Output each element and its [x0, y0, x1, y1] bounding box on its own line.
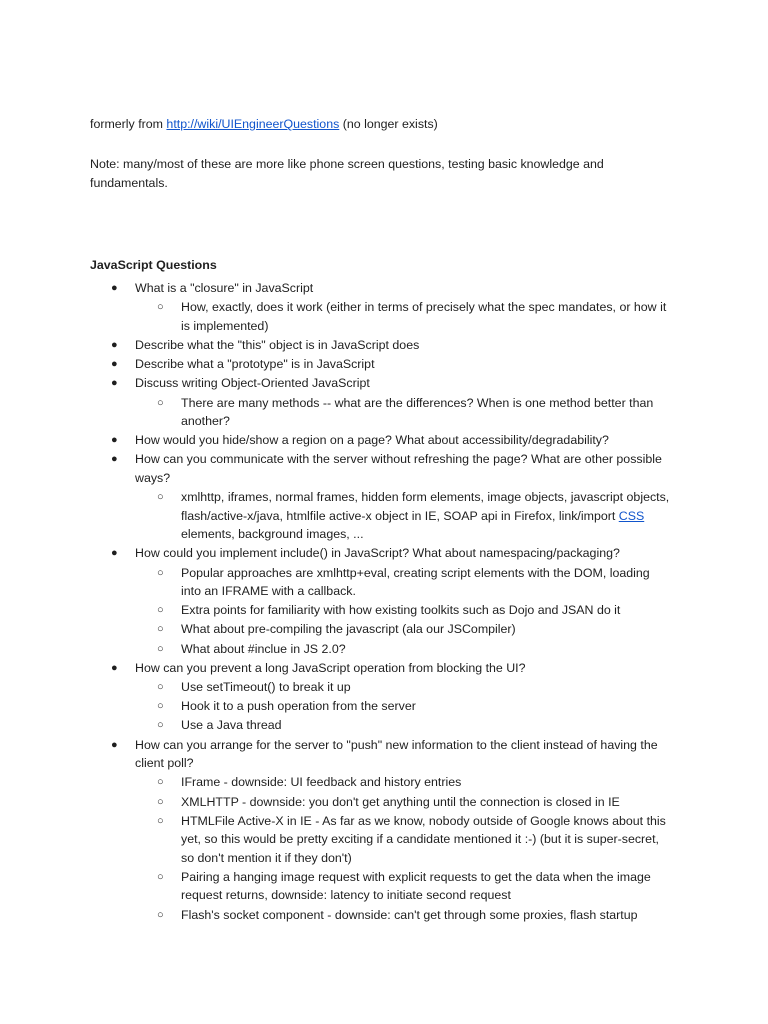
list-item-text: Extra points for familiarity with how existing toolkits such as Dojo and JSAN do it: [181, 603, 621, 618]
sub-list-item: [157, 678, 681, 697]
list-item: [111, 431, 675, 450]
sub-list-item: [157, 620, 681, 639]
list-item-text: What about pre-compiling the javascript (ala our JSCompiler): [181, 622, 516, 637]
list-item: [111, 659, 675, 678]
bullet-filled-icon: ●: [111, 282, 118, 294]
sub-list-item: [157, 716, 681, 735]
sub-list-item: [157, 793, 681, 812]
css-link[interactable]: CSS: [618, 508, 645, 523]
bullet-hollow-icon: ○: [157, 301, 164, 314]
list-item-text: Use a Java thread: [181, 718, 282, 733]
list-item-text: IFrame - downside: UI feedback and history entries: [181, 775, 462, 790]
list-item: [111, 355, 675, 374]
list-item-text: Flash's socket component - downside: can't get through some proxies, flash startup: [181, 907, 638, 922]
sub-list-item: [157, 812, 681, 868]
sub-list-item: [157, 906, 681, 925]
bullet-hollow-icon: ○: [157, 700, 164, 713]
sub-list-item: [157, 298, 681, 335]
list-item-text: Describe what the "this" object is in JavaScript does: [135, 337, 420, 352]
bullet-hollow-icon: ○: [157, 623, 164, 636]
list-item-text: XMLHTTP - downside: you don't get anything until the connection is closed in IE: [181, 794, 620, 809]
list-item-text: How, exactly, does it work (either in terms of precisely what the spec mandates, or how it is implemented): [181, 300, 667, 333]
list-item: [111, 544, 675, 563]
list-item-text: Use setTimeout() to break it up: [181, 680, 351, 694]
bullet-filled-icon: ●: [111, 434, 118, 447]
bullet-hollow-icon: ○: [157, 719, 164, 732]
sub-list-item: [157, 868, 681, 905]
section-heading: JavaScript Questions: [90, 258, 217, 272]
intro-line: [90, 115, 690, 134]
bullet-hollow-icon: ○: [157, 870, 164, 883]
note-paragraph: Note: many/most of these are more like phone screen questions, testing basic knowledge and fundamentals.: [90, 157, 604, 190]
bullet-filled-icon: ●: [111, 738, 118, 751]
sub-list-item: [157, 601, 681, 620]
list-item-text: Describe what a "prototype" is in JavaScript: [135, 357, 375, 372]
list-item: [111, 336, 675, 355]
list-item-text-part: elements, background images, ...: [181, 527, 364, 542]
list-item-text: What about #inclue in JS 2.0?: [181, 641, 346, 656]
list-item-text: How can you communicate with the server without refreshing the page? What are other possible ways?: [135, 452, 662, 485]
list-item-text: Discuss writing Object-Oriented JavaScript: [135, 376, 370, 391]
bullet-filled-icon: ●: [111, 547, 118, 560]
bullet-hollow-icon: ○: [157, 491, 164, 504]
list-item: [111, 450, 675, 487]
bullet-hollow-icon: ○: [157, 642, 164, 655]
list-item: [111, 736, 675, 773]
list-item-text: Hook it to a push operation from the server: [181, 699, 416, 714]
bullet-hollow-icon: ○: [157, 814, 164, 827]
bullet-filled-icon: ●: [111, 377, 118, 390]
sub-list-item: [157, 773, 681, 792]
bullet-hollow-icon: ○: [157, 908, 164, 921]
list-item-text: How would you hide/show a region on a page? What about accessibility/degradability?: [135, 433, 609, 448]
list-item-text: [181, 488, 681, 544]
sub-list-item: [157, 640, 681, 659]
bullet-hollow-icon: ○: [157, 566, 164, 579]
bullet-hollow-icon: ○: [157, 396, 164, 409]
list-item-text: Popular approaches are xmlhttp+eval, creating script elements with the DOM, loading into an IFRAME with a callback.: [181, 565, 650, 598]
sub-list-item: [157, 564, 681, 601]
bullet-hollow-icon: ○: [157, 776, 164, 789]
bullet-hollow-icon: ○: [157, 795, 164, 808]
list-item-text: Pairing a hanging image request with explicit requests to get the data when the image request returns, downside: latency to initiate second request: [181, 869, 651, 903]
sub-list-item: [157, 697, 681, 716]
sub-list-item: [157, 394, 681, 431]
list-item-text: HTMLFile Active-X in IE - As far as we know, nobody outside of Google knows about this yet, so this would be pretty exciting if a candidate mentioned it :-) (but it is super-secret, so don't mention it if they don't): [181, 813, 666, 865]
bullet-filled-icon: ●: [111, 358, 118, 371]
intro-suffix: (no longer exists): [339, 117, 438, 131]
list-item-text: What is a "closure" in JavaScript: [135, 281, 314, 295]
list-item-text: There are many methods -- what are the differences? When is one method better than another?: [181, 395, 654, 428]
bullet-hollow-icon: ○: [157, 604, 164, 617]
bullet-filled-icon: ●: [111, 453, 118, 466]
list-item-text-part: xmlhttp, iframes, normal frames, hidden form elements, image objects, javascript objects, flash/active-x/java, htmlfile active-x object in IE, SOAP api in Firefox, link/import: [181, 490, 670, 523]
list-item-text: How can you arrange for the server to "push" new information to the client instead of having the client poll?: [135, 737, 658, 771]
list-item-text: How can you prevent a long JavaScript operation from blocking the UI?: [135, 660, 526, 675]
bullet-filled-icon: ●: [111, 661, 118, 674]
sub-list-item: [157, 488, 681, 544]
bullet-hollow-icon: ○: [157, 681, 164, 693]
bullet-filled-icon: ●: [111, 338, 118, 351]
list-item-text: How could you implement include() in JavaScript? What about namespacing/packaging?: [135, 546, 620, 561]
list-item: [111, 374, 675, 393]
wiki-link[interactable]: http://wiki/UIEngineerQuestions: [166, 117, 340, 131]
intro-prefix: formerly from: [90, 117, 167, 131]
list-item: [111, 279, 675, 298]
